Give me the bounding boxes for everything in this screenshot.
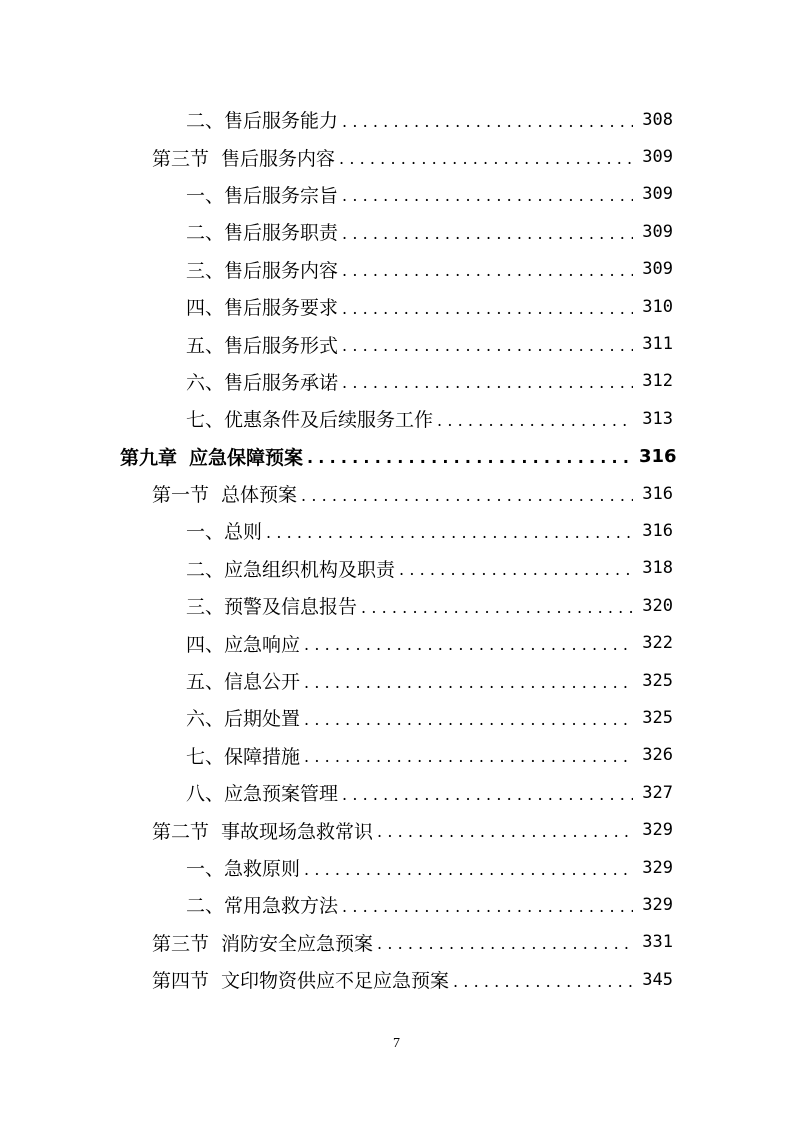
- toc-entry-text: 信息公开: [224, 671, 301, 694]
- toc-entry-page: 312: [642, 371, 673, 392]
- toc-entry-title: [186, 181, 338, 208]
- toc-entry-title: [186, 256, 338, 283]
- toc-dot-leader: [342, 338, 633, 354]
- toc-entry-text: 急救原则: [224, 858, 301, 880]
- toc-entry-text: 消防安全应急预案: [221, 932, 374, 955]
- toc-subsection-entry[interactable]: [0, 101, 793, 138]
- toc-entry-title: [186, 517, 262, 544]
- toc-dot-leader: [453, 974, 633, 990]
- toc-entry-title: [120, 443, 303, 470]
- toc-entry-title: [186, 704, 300, 731]
- toc-entry-text: 售后服务形式: [224, 334, 339, 357]
- toc-entry-title: [186, 218, 338, 245]
- toc-entry-title: [186, 331, 338, 358]
- toc-entry-text: 售后服务职责: [224, 222, 339, 245]
- toc-subsection-entry[interactable]: [0, 325, 793, 362]
- toc-dot-leader: [342, 899, 633, 915]
- toc-section-entry[interactable]: [0, 475, 793, 512]
- toc-dot-leader: [342, 301, 633, 317]
- toc-section-entry[interactable]: [0, 961, 793, 998]
- toc-entry-text: 售后服务能力: [224, 110, 339, 133]
- toc-subsection-entry[interactable]: [0, 176, 793, 213]
- toc-chapter-entry[interactable]: [0, 438, 793, 475]
- toc-entry-prefix: 七、: [186, 409, 225, 432]
- toc-subsection-entry[interactable]: [0, 550, 793, 587]
- toc-entry-prefix: 二、: [186, 895, 225, 918]
- toc-subsection-entry[interactable]: [0, 288, 793, 325]
- toc-dot-leader: [399, 562, 633, 578]
- toc-dot-leader: [266, 525, 633, 541]
- toc-entry-page: 326: [642, 745, 673, 766]
- toc-entry-page: 313: [642, 408, 673, 429]
- toc-entry-prefix: 二、: [186, 558, 225, 581]
- toc-dot-leader: [342, 375, 633, 391]
- toc-subsection-entry[interactable]: [0, 363, 793, 400]
- toc-dot-leader: [307, 450, 633, 466]
- toc-entry-title: [186, 742, 300, 769]
- toc-entry-prefix: 七、: [186, 745, 225, 768]
- toc-subsection-entry[interactable]: [0, 737, 793, 774]
- toc-entry-text: 售后服务内容: [224, 259, 339, 282]
- toc-entry-title: [186, 405, 433, 432]
- toc-entry-prefix: 二、: [186, 110, 225, 133]
- toc-entry-title: [186, 854, 300, 881]
- toc-entry-text: 预警及信息报告: [224, 596, 358, 619]
- toc-entry-prefix: 八、: [186, 783, 225, 806]
- toc-entry-page: 309: [642, 259, 673, 280]
- toc-entry-page: 325: [642, 670, 673, 691]
- toc-entry-prefix: 四、: [186, 297, 225, 320]
- toc-entry-text: 保障措施: [224, 745, 301, 768]
- toc-subsection-entry[interactable]: [0, 400, 793, 437]
- toc-dot-leader: [361, 600, 633, 616]
- toc-section-entry[interactable]: [0, 924, 793, 961]
- toc-entry-prefix: 五、: [186, 334, 225, 357]
- toc-entry-page: 327: [642, 782, 673, 803]
- toc-dot-leader: [342, 188, 633, 204]
- toc-dot-leader: [339, 151, 633, 167]
- toc-dot-leader: [342, 263, 633, 279]
- toc-entry-title: [152, 966, 449, 993]
- table-of-contents: [0, 101, 793, 998]
- toc-entry-title: [186, 555, 395, 582]
- toc-entry-page: 331: [642, 932, 673, 953]
- toc-entry-page: 316: [642, 483, 673, 504]
- toc-entry-page: 320: [642, 595, 673, 616]
- toc-entry-prefix: 一、: [186, 521, 225, 544]
- toc-entry-text: 应急响应: [224, 633, 301, 656]
- toc-entry-prefix: 三、: [186, 259, 225, 282]
- toc-dot-leader: [342, 114, 633, 130]
- toc-dot-leader: [377, 824, 633, 840]
- toc-subsection-entry[interactable]: [0, 774, 793, 811]
- toc-entry-text: 事故现场急救常识: [221, 820, 374, 843]
- toc-entry-page: 316: [642, 520, 673, 541]
- toc-entry-prefix: 六、: [186, 708, 225, 731]
- toc-entry-prefix: 第九章: [120, 446, 178, 469]
- toc-subsection-entry[interactable]: [0, 699, 793, 736]
- toc-entry-prefix: 第三节: [152, 932, 210, 955]
- toc-entry-title: [186, 630, 300, 657]
- toc-subsection-entry[interactable]: [0, 512, 793, 549]
- toc-entry-prefix: 四、: [186, 633, 225, 656]
- toc-entry-title: [186, 779, 338, 806]
- toc-dot-leader: [342, 787, 633, 803]
- toc-entry-page: 325: [642, 707, 673, 728]
- toc-dot-leader: [377, 936, 633, 952]
- toc-entry-prefix: 五、: [186, 671, 225, 694]
- toc-dot-leader: [437, 413, 633, 429]
- toc-entry-title: [186, 368, 338, 395]
- toc-entry-text: 售后服务内容: [221, 147, 336, 170]
- toc-subsection-entry[interactable]: [0, 213, 793, 250]
- toc-entry-page: 329: [642, 820, 673, 841]
- toc-dot-leader: [304, 749, 633, 765]
- toc-subsection-entry[interactable]: [0, 624, 793, 661]
- toc-entry-page: 309: [642, 184, 673, 205]
- toc-dot-leader: [304, 637, 633, 653]
- toc-entry-page: 329: [642, 894, 673, 915]
- toc-entry-text: 优惠条件及后续服务工作: [224, 409, 434, 432]
- toc-entry-prefix: 第二节: [152, 820, 210, 843]
- toc-entry-prefix: 二、: [186, 222, 225, 245]
- toc-dot-leader: [342, 226, 633, 242]
- toc-entry-title: [186, 293, 338, 320]
- toc-entry-prefix: 一、: [186, 858, 225, 880]
- toc-entry-title: [186, 106, 338, 133]
- toc-entry-text: 应急预案管理: [224, 783, 339, 806]
- toc-subsection-entry[interactable]: [0, 886, 793, 923]
- toc-entry-page: 309: [642, 221, 673, 242]
- toc-entry-prefix: 六、: [186, 371, 225, 394]
- toc-entry-prefix: 第一节: [152, 484, 210, 507]
- toc-entry-text: 售后服务承诺: [224, 371, 339, 394]
- toc-entry-page: 322: [642, 633, 673, 654]
- toc-entry-title: [152, 144, 335, 171]
- toc-entry-title: [186, 667, 300, 694]
- toc-dot-leader: [304, 675, 633, 691]
- toc-entry-text: 总则: [224, 521, 263, 544]
- toc-entry-text: 应急保障预案: [189, 446, 304, 469]
- toc-entry-prefix: 三、: [186, 596, 225, 619]
- toc-subsection-entry[interactable]: [0, 849, 793, 886]
- toc-entry-text: 常用急救方法: [224, 895, 339, 918]
- toc-entry-text: 文印物资供应不足应急预案: [221, 970, 450, 993]
- toc-entry-title: [152, 480, 297, 507]
- toc-dot-leader: [301, 488, 633, 504]
- page-number: 7: [393, 1036, 400, 1051]
- toc-entry-text: 售后服务要求: [224, 297, 339, 320]
- toc-entry-page: 311: [642, 334, 673, 355]
- toc-entry-text: 应急组织机构及职责: [224, 558, 396, 581]
- toc-entry-text: 总体预案: [221, 484, 298, 507]
- toc-entry-title: [152, 929, 373, 956]
- toc-entry-prefix: 第三节: [152, 147, 210, 170]
- toc-subsection-entry[interactable]: [0, 662, 793, 699]
- toc-entry-text: 售后服务宗旨: [224, 184, 339, 207]
- toc-entry-title: [186, 891, 338, 918]
- toc-entry-page: 310: [642, 296, 673, 317]
- toc-subsection-entry[interactable]: [0, 251, 793, 288]
- toc-entry-title: [186, 592, 357, 619]
- toc-entry-title: [152, 817, 373, 844]
- toc-entry-page: 329: [642, 857, 673, 878]
- toc-section-entry[interactable]: [0, 811, 793, 848]
- toc-entry-text: 后期处置: [224, 708, 301, 731]
- toc-entry-prefix: 一、: [186, 184, 225, 207]
- toc-entry-prefix: 第四节: [152, 970, 210, 993]
- toc-entry-page: 345: [642, 969, 673, 990]
- toc-subsection-entry[interactable]: [0, 587, 793, 624]
- toc-entry-page: 308: [642, 109, 673, 130]
- toc-dot-leader: [304, 862, 633, 878]
- toc-section-entry[interactable]: [0, 138, 793, 175]
- toc-dot-leader: [304, 712, 633, 728]
- toc-entry-page: 309: [642, 147, 673, 168]
- toc-entry-page: 318: [642, 558, 673, 579]
- toc-entry-page: 316: [639, 445, 677, 467]
